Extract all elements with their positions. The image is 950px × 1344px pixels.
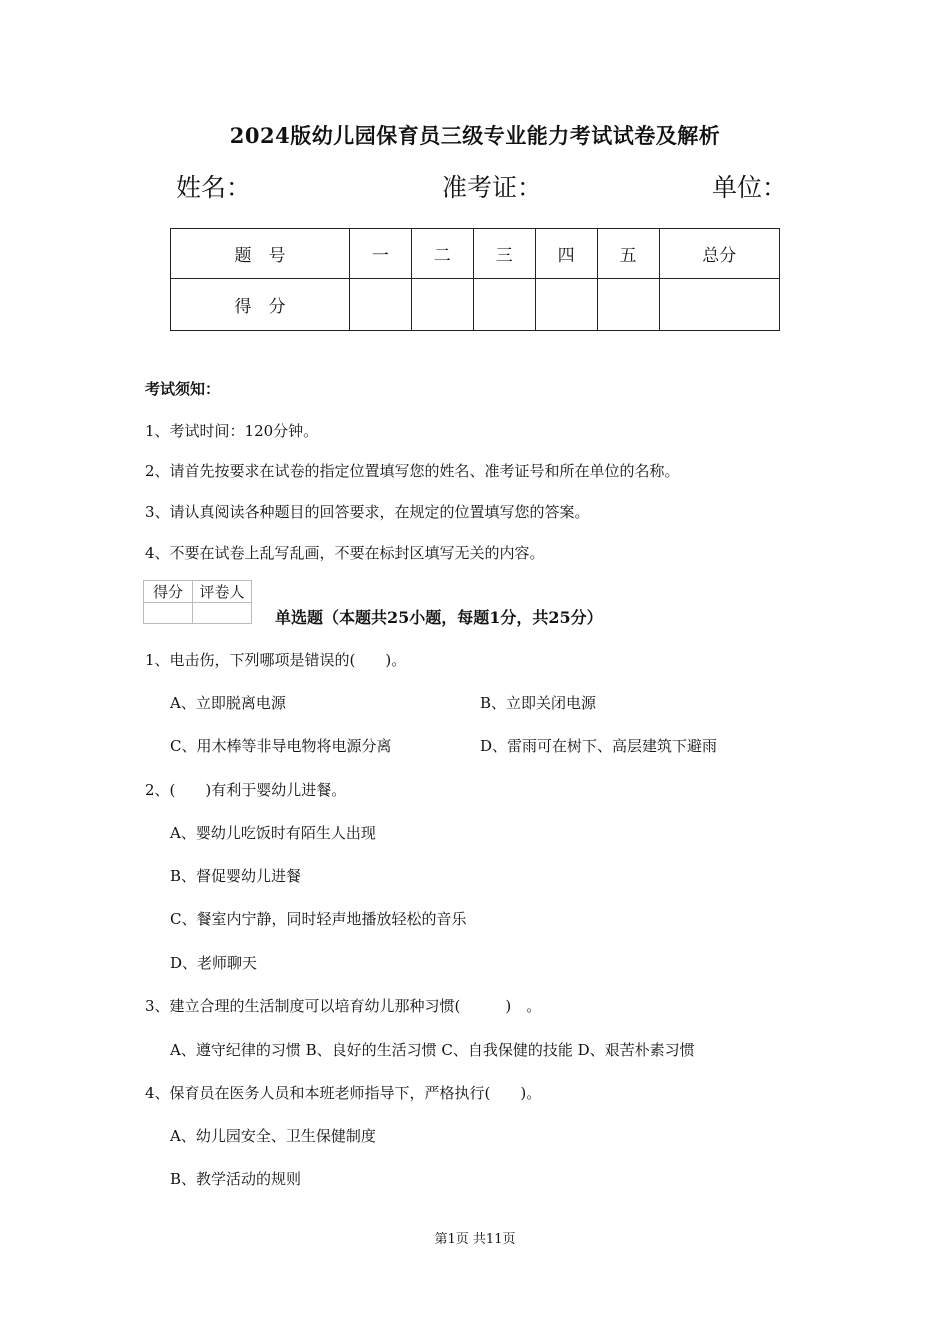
score-header-cell: 二 [411, 229, 473, 279]
score-table-score-row [171, 279, 780, 331]
score-table-header-row [171, 229, 780, 279]
question-option: A、婴幼儿吃饭时有陌生人出现 [170, 824, 376, 842]
question-stem: 3、建立合理的生活制度可以培育幼儿那种习惯( ) 。 [145, 997, 542, 1015]
exam-id-label: 准考证： [442, 173, 543, 202]
grader-name-label: 评卷人 [193, 581, 252, 603]
section-title: 单选题（本题共25小题，每题1分，共25分） [275, 608, 603, 627]
score-cell[interactable] [411, 279, 473, 331]
grader-box [143, 580, 252, 624]
grader-name-cell[interactable] [193, 603, 252, 624]
score-header-cell: 题 号 [171, 229, 350, 279]
score-cell[interactable] [597, 279, 659, 331]
question-option: A、幼儿园安全、卫生保健制度 [170, 1127, 376, 1145]
question-option: C、餐室内宁静，同时轻声地播放轻松的音乐 [170, 910, 467, 928]
grader-score-cell[interactable] [144, 603, 193, 624]
page-footer: 第1页 共11页 [434, 1232, 516, 1247]
page-title: 2024版幼儿园保育员三级专业能力考试试卷及解析 [229, 123, 721, 148]
score-cell[interactable] [659, 279, 779, 331]
score-cell[interactable] [535, 279, 597, 331]
notice-item: 1、考试时间：120分钟。 [145, 422, 319, 440]
question-stem: 2、( )有利于婴幼儿进餐。 [145, 781, 347, 799]
grader-score-label: 得分 [144, 581, 193, 603]
score-header-cell: 一 [349, 229, 411, 279]
score-header-cell: 五 [597, 229, 659, 279]
score-cell[interactable] [349, 279, 411, 331]
score-header-cell: 总分 [659, 229, 779, 279]
score-table [170, 228, 780, 331]
name-label: 姓名： [176, 173, 252, 202]
question-stem: 4、保育员在医务人员和本班老师指导下，严格执行( )。 [145, 1084, 542, 1102]
score-header-cell: 三 [473, 229, 535, 279]
unit-label: 单位： [712, 173, 788, 202]
notice-item: 3、请认真阅读各种题目的回答要求，在规定的位置填写您的答案。 [145, 503, 590, 521]
score-header-cell: 四 [535, 229, 597, 279]
question-option: D、雷雨可在树下、高层建筑下避雨 [480, 737, 718, 755]
question-option: A、立即脱离电源 [170, 694, 286, 712]
score-cell[interactable] [473, 279, 535, 331]
question-option: C、用木棒等非导电物将电源分离 [170, 737, 392, 755]
question-option: D、老师聊天 [170, 954, 258, 972]
notice-item: 2、请首先按要求在试卷的指定位置填写您的姓名、准考证号和所在单位的名称。 [145, 462, 680, 480]
notice-item: 4、不要在试卷上乱写乱画，不要在标封区填写无关的内容。 [145, 544, 545, 562]
question-option: B、教学活动的规则 [170, 1170, 302, 1188]
question-options-line: A、遵守纪律的习惯 B、良好的生活习惯 C、自我保健的技能 D、艰苦朴素习惯 [170, 1041, 695, 1059]
candidate-info-line [0, 168, 950, 204]
question-option: B、立即关闭电源 [480, 694, 597, 712]
score-row-label: 得 分 [171, 279, 350, 331]
question-stem: 1、电击伤，下列哪项是错误的( )。 [145, 651, 407, 669]
notice-heading: 考试须知： [145, 380, 221, 398]
question-option: B、督促婴幼儿进餐 [170, 867, 302, 885]
